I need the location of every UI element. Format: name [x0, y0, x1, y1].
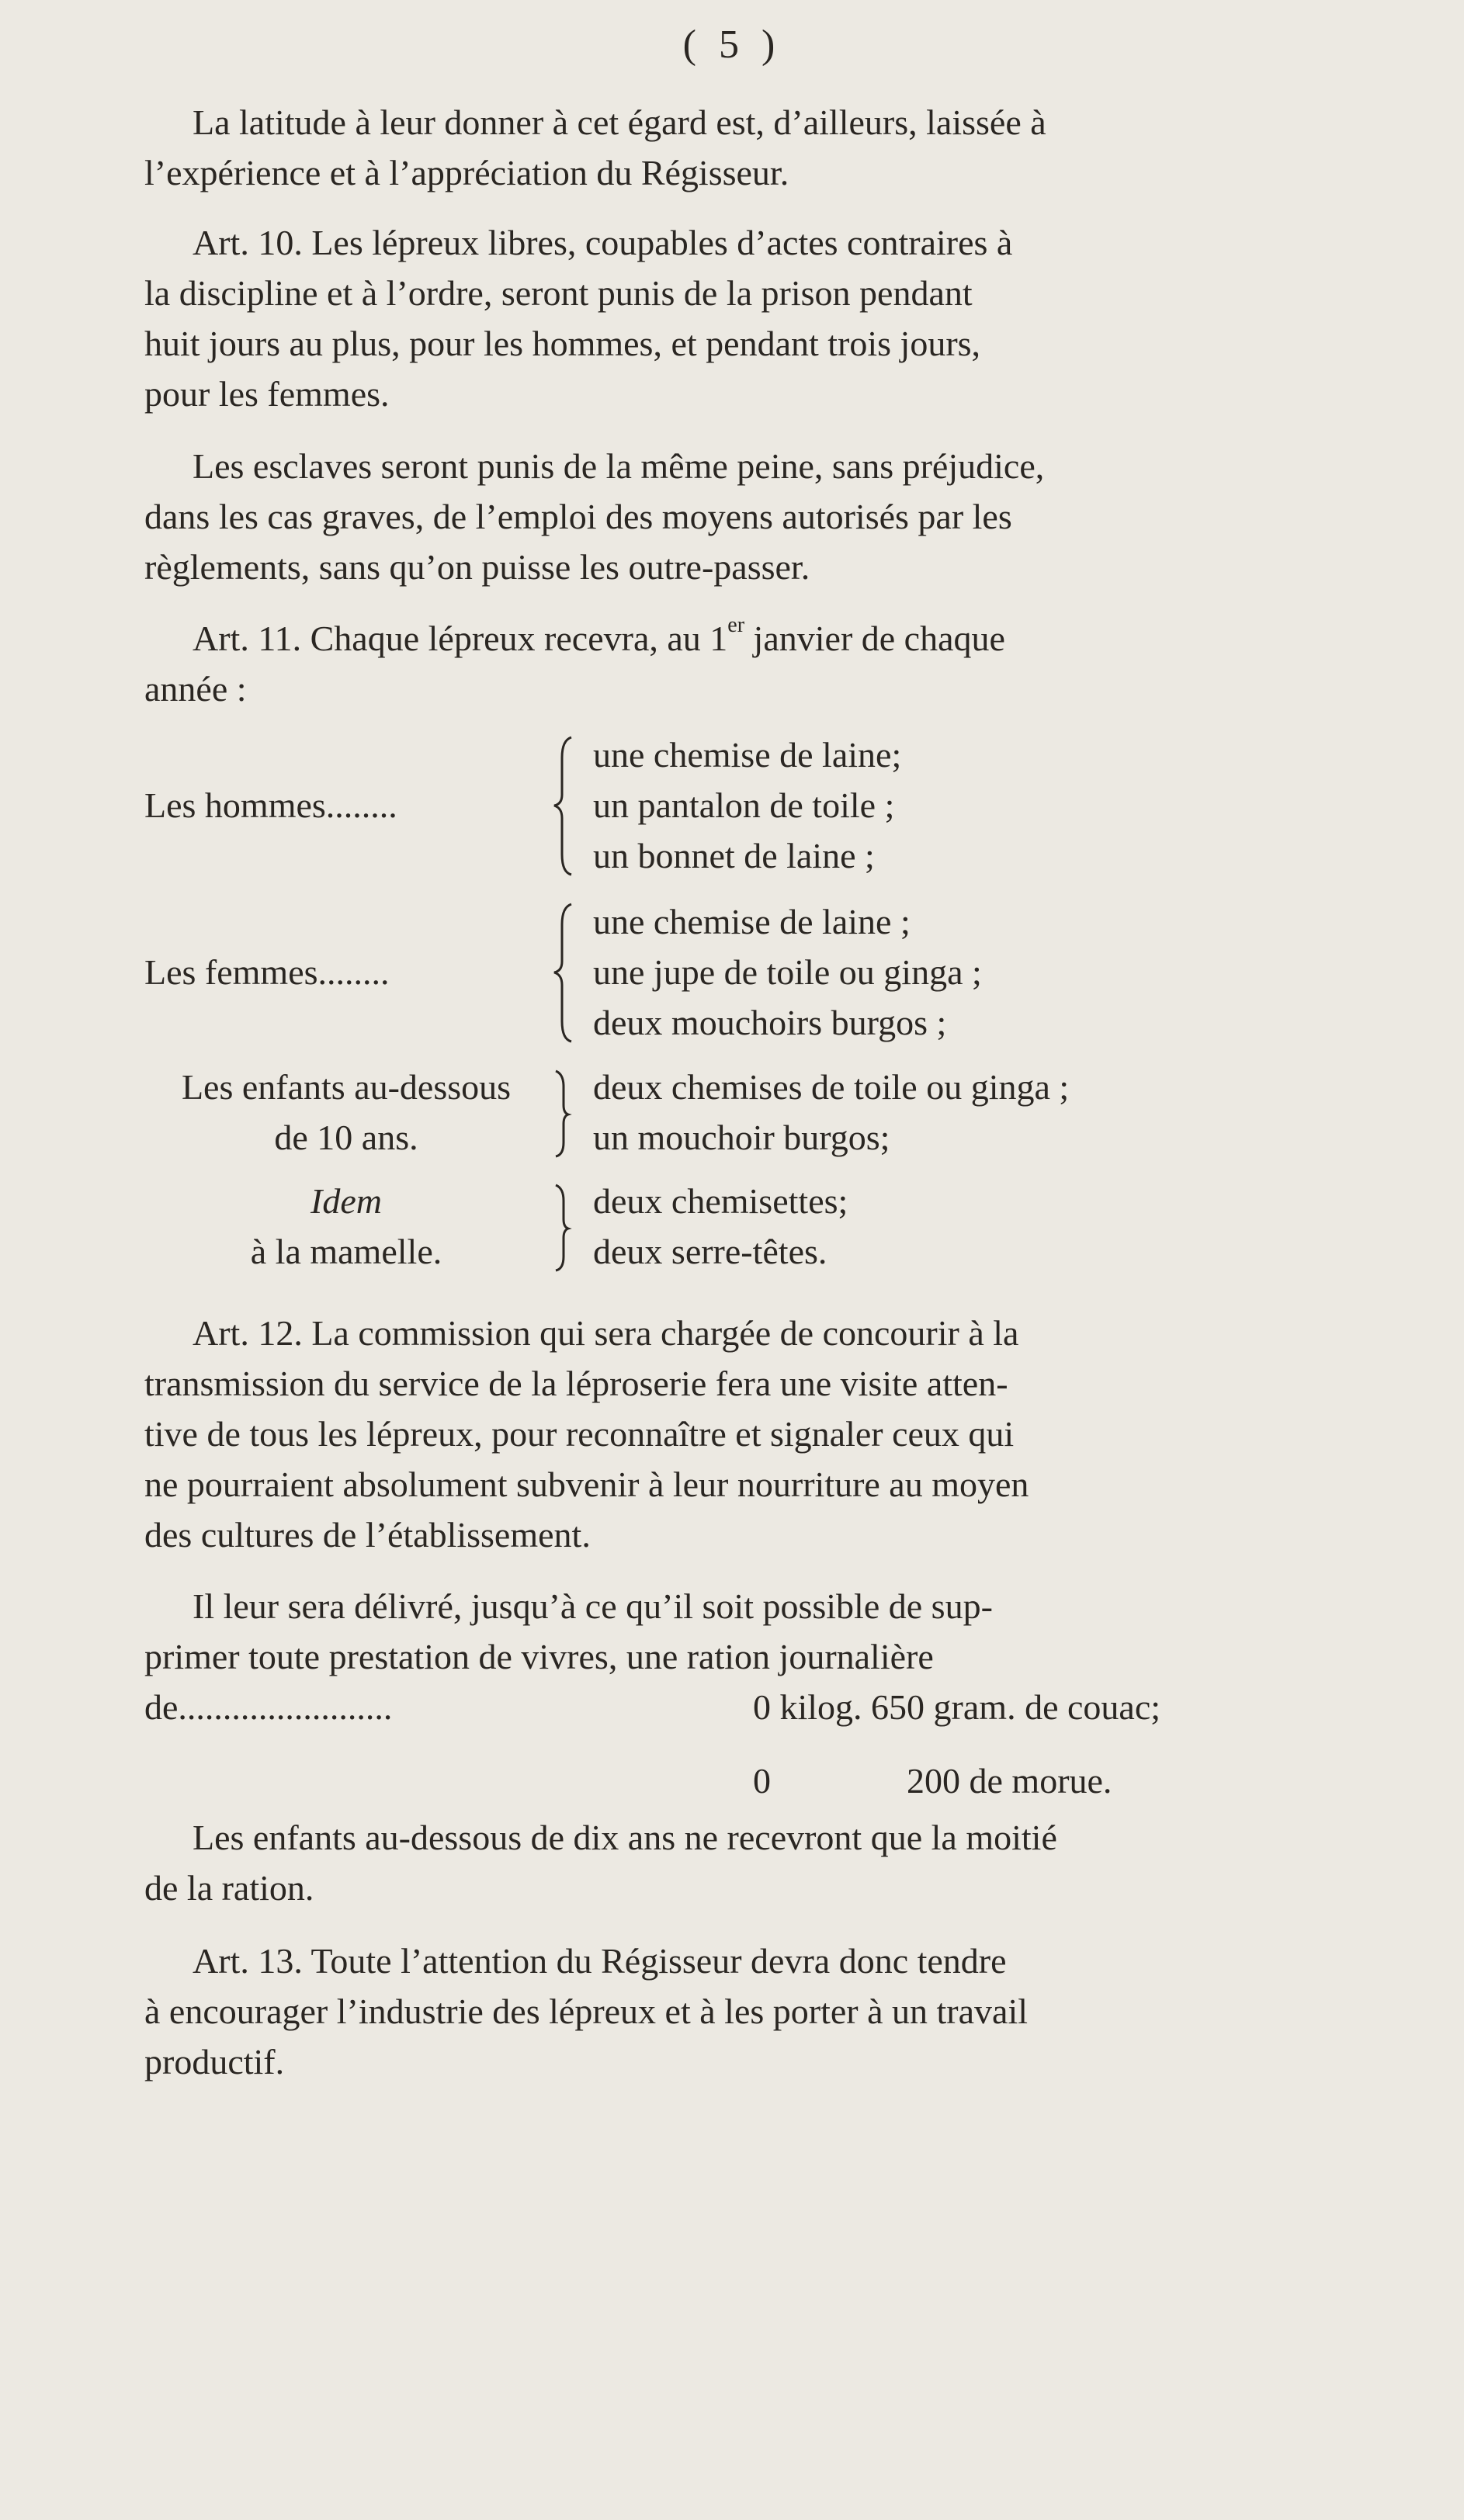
brace-icon: [548, 901, 579, 1045]
text-line: Art. 13. Toute l’attention du Régisseur devra donc tendre: [193, 1941, 1007, 1981]
ration-table: [144, 1682, 1285, 1801]
ration-kilog: 0: [753, 1761, 771, 1801]
text-line: ne pourraient absolument subvenir à leur nourriture au moyen: [144, 1465, 1029, 1504]
group-label: Les enfants au-dessous: [181, 1067, 512, 1107]
article-11: [144, 613, 1285, 714]
article-10: [144, 217, 1285, 419]
group-label: Idem: [310, 1181, 382, 1221]
clothing-item: deux mouchoirs burgos ;: [593, 1003, 947, 1042]
article-12-ration-intro: [144, 1581, 1285, 1682]
brace-icon: [548, 734, 579, 878]
text-line: année :: [144, 669, 247, 709]
article-12-children: [144, 1812, 1285, 1913]
page-number: ( 5 ): [682, 23, 782, 67]
text-line: pour les femmes.: [144, 374, 390, 414]
text-line: Art. 10. Les lépreux libres, coupables d’actes contraires à: [193, 223, 1013, 262]
clothing-item: deux chemisettes;: [593, 1181, 848, 1221]
clothing-item: une chemise de laine;: [593, 735, 902, 775]
ration-morue: 200 de morue.: [907, 1761, 1112, 1801]
clothing-item: deux serre-têtes.: [593, 1232, 827, 1271]
ration-couac: 0 kilog. 650 gram. de couac;: [753, 1687, 1161, 1727]
art11-text-after: janvier de chaque: [744, 619, 1005, 658]
brace-icon: [548, 1068, 579, 1159]
text-line: La latitude à leur donner à cet égard est, d’ailleurs, laissée à: [193, 102, 1046, 142]
art11-text-before: Art. 11. Chaque lépreux recevra, au 1: [193, 619, 728, 658]
article-12: [144, 1308, 1285, 1560]
text-line: huit jours au plus, pour les hommes, et pendant trois jours,: [144, 324, 981, 363]
text-line: tive de tous les lépreux, pour reconnaître et signaler ceux qui: [144, 1414, 1015, 1454]
clothing-allocation: [144, 730, 1285, 1288]
clothing-item: une jupe de toile ou ginga ;: [593, 952, 982, 992]
text-line: transmission du service de la léproserie fera une visite atten-: [144, 1364, 1008, 1403]
text-line: des cultures de l’établissement.: [144, 1515, 591, 1555]
clothing-item: un mouchoir burgos;: [593, 1118, 890, 1157]
text-line: Les esclaves seront punis de la même peine, sans préjudice,: [193, 446, 1045, 486]
text-line: Les enfants au-dessous de dix ans ne recevront que la moitié: [193, 1818, 1057, 1857]
group-label: à la mamelle.: [250, 1232, 442, 1271]
text-line: à encourager l’industrie des lépreux et à les porter à un travail: [144, 1991, 1029, 2031]
text-line: la discipline et à l’ordre, seront punis de la prison pendant: [144, 273, 973, 313]
text-line: Art. 12. La commission qui sera chargée de concourir à la: [193, 1313, 1019, 1353]
ration-leader: de........................: [144, 1687, 393, 1727]
text-line: l’expérience et à l’appréciation du Régisseur.: [144, 153, 789, 192]
text-line: de la ration.: [144, 1868, 314, 1908]
group-label: de 10 ans.: [274, 1118, 418, 1157]
clothing-item: un bonnet de laine ;: [593, 836, 875, 875]
allocation-children: [144, 1062, 1285, 1163]
group-label: Les femmes........: [144, 952, 390, 992]
paragraph-intro: [144, 97, 1285, 198]
group-label: Les hommes........: [144, 785, 397, 825]
clothing-item: un pantalon de toile ;: [593, 785, 895, 825]
ordinal-superscript: er: [727, 613, 745, 637]
brace-icon: [548, 1182, 579, 1274]
article-10-slaves: [144, 441, 1285, 592]
text-line: [144, 613, 1285, 664]
allocation-men: [144, 730, 1285, 881]
text-line: productif.: [144, 2042, 285, 2082]
allocation-infants: [144, 1176, 1285, 1277]
text-line: primer toute prestation de vivres, une ration journalière: [144, 1637, 934, 1676]
allocation-women: [144, 896, 1285, 1048]
text-line: Il leur sera délivré, jusqu’à ce qu’il soit possible de sup-: [193, 1586, 993, 1626]
article-13: [144, 1936, 1285, 2087]
clothing-item: deux chemises de toile ou ginga ;: [593, 1067, 1070, 1107]
clothing-item: une chemise de laine ;: [593, 902, 911, 941]
text-line: dans les cas graves, de l’emploi des moyens autorisés par les: [144, 497, 1012, 536]
text-line: règlements, sans qu’on puisse les outre-passer.: [144, 547, 810, 587]
